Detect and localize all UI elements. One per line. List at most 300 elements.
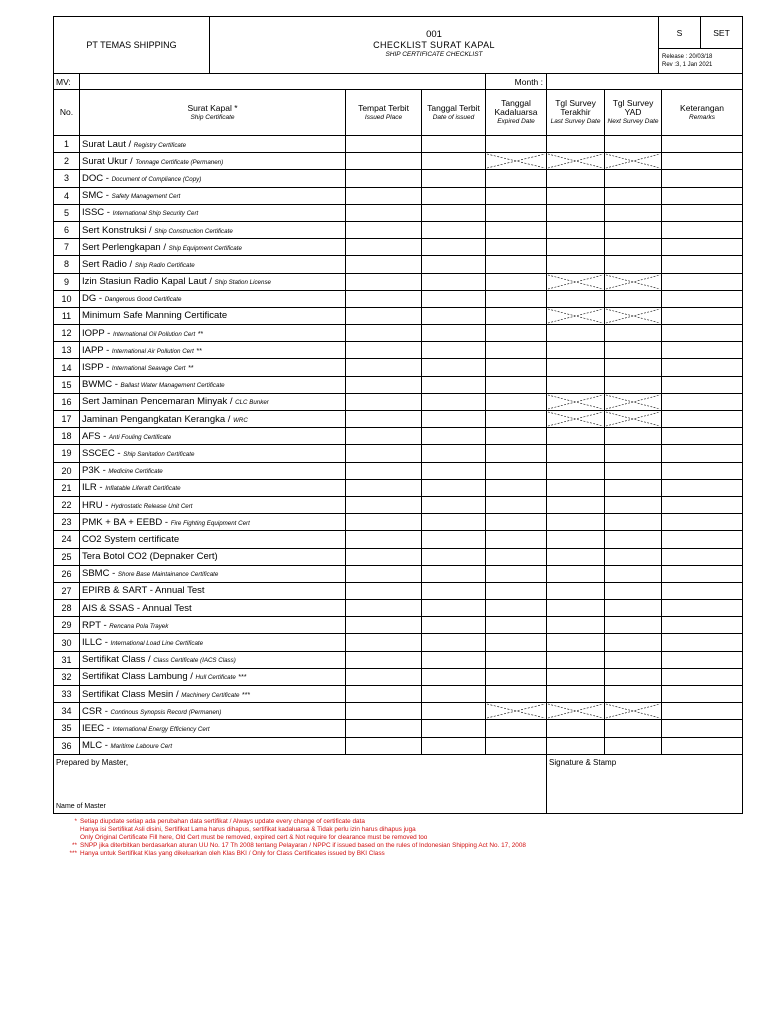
certificate-english-name: Class Certificate (IACS Class) (153, 657, 236, 665)
next-survey-cell[interactable] (605, 170, 662, 187)
expired-date-cell[interactable] (486, 496, 547, 513)
issued-place-cell[interactable] (346, 239, 422, 256)
next-survey-cell[interactable] (605, 737, 662, 754)
table-row (54, 136, 743, 153)
row-number: 23 (54, 514, 80, 531)
remarks-cell[interactable] (662, 187, 743, 204)
issued-date-cell[interactable] (422, 307, 486, 324)
issued-place-cell[interactable] (346, 136, 422, 153)
expired-date-cell[interactable] (486, 514, 547, 531)
issued-place-cell[interactable] (346, 204, 422, 221)
next-survey-cell[interactable] (605, 359, 662, 376)
last-survey-cell[interactable] (547, 256, 605, 273)
issued-date-cell[interactable] (422, 496, 486, 513)
issued-date-cell[interactable] (422, 548, 486, 565)
footnote-marker: *** (238, 674, 247, 682)
remarks-cell[interactable] (662, 239, 743, 256)
issued-date-cell[interactable] (422, 600, 486, 617)
remarks-cell[interactable] (662, 256, 743, 273)
last-survey-cell[interactable] (547, 600, 605, 617)
issued-place-cell[interactable] (346, 187, 422, 204)
next-survey-cell[interactable] (605, 445, 662, 462)
last-survey-cell[interactable] (547, 737, 605, 754)
issued-place-cell[interactable] (346, 531, 422, 548)
certificate-english-name: International Load Line Certificate (110, 640, 204, 648)
row-number: 25 (54, 548, 80, 565)
issued-date-cell[interactable] (422, 651, 486, 668)
expired-date-cell[interactable] (486, 686, 547, 703)
row-number: 15 (54, 376, 80, 393)
remarks-cell[interactable] (662, 582, 743, 599)
issued-place-cell[interactable] (346, 445, 422, 462)
expired-date-cell[interactable] (486, 376, 547, 393)
last-survey-cell[interactable] (547, 514, 605, 531)
issued-place-cell[interactable] (346, 376, 422, 393)
next-survey-cell[interactable] (605, 565, 662, 582)
issued-date-cell[interactable] (422, 256, 486, 273)
issued-place-cell[interactable] (346, 651, 422, 668)
expired-date-cell[interactable] (486, 359, 547, 376)
issued-date-cell[interactable] (422, 703, 486, 720)
last-survey-cell[interactable] (547, 668, 605, 685)
last-survey-cell[interactable] (547, 531, 605, 548)
last-survey-cell[interactable] (547, 462, 605, 479)
certificate-name-cell (80, 548, 346, 565)
remarks-cell[interactable] (662, 514, 743, 531)
table-row (54, 565, 743, 582)
remarks-cell[interactable] (662, 686, 743, 703)
expired-date-cell[interactable] (486, 582, 547, 599)
certificate-english-name: Anti Fouling Certificate (108, 433, 172, 441)
row-number: 28 (54, 600, 80, 617)
document-title-block (210, 17, 659, 74)
remarks-cell[interactable] (662, 273, 743, 290)
remarks-cell[interactable] (662, 393, 743, 410)
next-survey-cell[interactable] (605, 428, 662, 445)
row-number: 27 (54, 582, 80, 599)
next-survey-cell[interactable] (605, 204, 662, 221)
expired-date-cell[interactable] (486, 565, 547, 582)
table-row (54, 290, 743, 307)
last-survey-cell[interactable] (547, 634, 605, 651)
certificate-name-cell (80, 239, 346, 256)
expired-date-cell[interactable] (486, 170, 547, 187)
certificate-english-name: Continous Synopsis Record (Permanen) (110, 708, 222, 716)
row-number: 11 (54, 307, 80, 324)
remarks-cell[interactable] (662, 462, 743, 479)
expired-date-cell-not-applicable (486, 703, 547, 720)
issued-date-cell[interactable] (422, 531, 486, 548)
next-survey-cell[interactable] (605, 256, 662, 273)
table-row (54, 531, 743, 548)
issued-date-cell[interactable] (422, 136, 486, 153)
last-survey-cell[interactable] (547, 187, 605, 204)
issued-date-cell[interactable] (422, 462, 486, 479)
issued-date-cell[interactable] (422, 634, 486, 651)
remarks-cell[interactable] (662, 325, 743, 342)
next-survey-cell[interactable] (605, 325, 662, 342)
certificate-name: Sertifikat Class Mesin / (82, 688, 179, 700)
issued-place-cell[interactable] (346, 221, 422, 238)
table-row (54, 582, 743, 599)
issued-place-cell[interactable] (346, 600, 422, 617)
next-survey-cell[interactable] (605, 239, 662, 256)
row-number: 3 (54, 170, 80, 187)
certificate-name-cell (80, 393, 346, 410)
certificate-name-cell (80, 565, 346, 582)
next-survey-cell[interactable] (605, 187, 662, 204)
expired-date-cell[interactable] (486, 290, 547, 307)
mv-label: MV: (54, 74, 80, 90)
issued-date-cell[interactable] (422, 393, 486, 410)
issued-place-cell[interactable] (346, 496, 422, 513)
next-survey-cell[interactable] (605, 582, 662, 599)
remarks-cell[interactable] (662, 634, 743, 651)
expired-date-cell[interactable] (486, 239, 547, 256)
certificate-name: Sertifikat Class Lambung / (82, 671, 193, 683)
expired-date-cell[interactable] (486, 221, 547, 238)
row-number: 20 (54, 462, 80, 479)
expired-date-cell[interactable] (486, 411, 547, 428)
certificate-english-name: International Energy Efficiency Cert (112, 725, 210, 733)
remarks-cell[interactable] (662, 651, 743, 668)
remarks-cell[interactable] (662, 600, 743, 617)
issued-place-cell[interactable] (346, 634, 422, 651)
last-survey-cell[interactable] (547, 376, 605, 393)
certificate-name-cell (80, 273, 346, 290)
issued-date-cell[interactable] (422, 153, 486, 170)
remarks-cell[interactable] (662, 720, 743, 737)
last-survey-cell[interactable] (547, 428, 605, 445)
issued-place-cell[interactable] (346, 565, 422, 582)
remarks-cell[interactable] (662, 359, 743, 376)
col-tempat-label: Tempat Terbit (358, 102, 409, 113)
table-row (54, 445, 743, 462)
next-survey-cell[interactable] (605, 600, 662, 617)
expired-date-cell[interactable] (486, 720, 547, 737)
expired-date-cell[interactable] (486, 462, 547, 479)
issued-place-cell[interactable] (346, 170, 422, 187)
month-field[interactable] (547, 74, 743, 90)
next-survey-cell[interactable] (605, 136, 662, 153)
last-survey-cell-not-applicable (547, 273, 605, 290)
issued-date-cell[interactable] (422, 170, 486, 187)
release-info (659, 49, 743, 74)
row-number: 19 (54, 445, 80, 462)
row-number: 5 (54, 204, 80, 221)
col-terakhir-en: Last Survey Date (550, 118, 601, 125)
next-survey-cell[interactable] (605, 479, 662, 496)
month-label: Month : (486, 74, 547, 90)
last-survey-cell[interactable] (547, 565, 605, 582)
issued-date-cell[interactable] (422, 428, 486, 445)
footnote-line (64, 850, 744, 858)
certificate-english-name: Ballast Water Management Certificate (120, 382, 225, 390)
next-survey-cell[interactable] (605, 221, 662, 238)
last-survey-cell[interactable] (547, 720, 605, 737)
expired-date-cell[interactable] (486, 187, 547, 204)
certificate-english-name: Ship Radio Certificate (134, 261, 195, 269)
issued-date-cell[interactable] (422, 376, 486, 393)
next-survey-cell[interactable] (605, 376, 662, 393)
issued-place-cell[interactable] (346, 359, 422, 376)
issued-place-cell[interactable] (346, 256, 422, 273)
next-survey-cell[interactable] (605, 531, 662, 548)
remarks-cell[interactable] (662, 668, 743, 685)
expired-date-cell[interactable] (486, 256, 547, 273)
expired-date-cell[interactable] (486, 428, 547, 445)
expired-date-cell[interactable] (486, 600, 547, 617)
issued-place-cell[interactable] (346, 703, 422, 720)
next-survey-cell[interactable] (605, 342, 662, 359)
expired-date-cell[interactable] (486, 617, 547, 634)
last-survey-cell[interactable] (547, 342, 605, 359)
issued-date-cell[interactable] (422, 342, 486, 359)
col-survey-terakhir (547, 90, 605, 136)
signature-cell[interactable] (547, 754, 743, 813)
issued-place-cell[interactable] (346, 686, 422, 703)
row-number: 13 (54, 342, 80, 359)
remarks-cell[interactable] (662, 496, 743, 513)
remarks-cell[interactable] (662, 136, 743, 153)
certificate-english-name: Hydrostatic Release Unit Cert (111, 502, 193, 510)
certificate-name-cell (80, 686, 346, 703)
next-survey-cell[interactable] (605, 686, 662, 703)
remarks-cell[interactable] (662, 204, 743, 221)
last-survey-cell[interactable] (547, 617, 605, 634)
issued-date-cell[interactable] (422, 737, 486, 754)
last-survey-cell[interactable] (547, 325, 605, 342)
issued-place-cell[interactable] (346, 514, 422, 531)
remarks-cell[interactable] (662, 411, 743, 428)
issued-place-cell[interactable] (346, 153, 422, 170)
issued-place-cell[interactable] (346, 737, 422, 754)
issued-date-cell[interactable] (422, 359, 486, 376)
issued-date-cell[interactable] (422, 187, 486, 204)
last-survey-cell[interactable] (547, 582, 605, 599)
certificate-name: Jaminan Pengangkatan Kerangka / (82, 413, 231, 425)
certificate-name: P3K - (82, 465, 106, 477)
table-row (54, 496, 743, 513)
issued-date-cell[interactable] (422, 514, 486, 531)
issued-date-cell[interactable] (422, 411, 486, 428)
issued-date-cell[interactable] (422, 445, 486, 462)
next-survey-cell[interactable] (605, 634, 662, 651)
next-survey-cell[interactable] (605, 462, 662, 479)
expired-date-cell[interactable] (486, 651, 547, 668)
issued-place-cell[interactable] (346, 462, 422, 479)
row-number: 1 (54, 136, 80, 153)
issued-date-cell[interactable] (422, 221, 486, 238)
remarks-cell[interactable] (662, 479, 743, 496)
remarks-cell[interactable] (662, 342, 743, 359)
expired-date-cell[interactable] (486, 136, 547, 153)
issued-place-cell[interactable] (346, 273, 422, 290)
issued-place-cell[interactable] (346, 342, 422, 359)
expired-date-cell[interactable] (486, 479, 547, 496)
last-survey-cell[interactable] (547, 221, 605, 238)
next-survey-cell[interactable] (605, 514, 662, 531)
last-survey-cell[interactable] (547, 170, 605, 187)
issued-place-cell[interactable] (346, 307, 422, 324)
issued-date-cell[interactable] (422, 325, 486, 342)
issued-date-cell[interactable] (422, 290, 486, 307)
certificate-english-name: International Oil Pollution Cert (112, 330, 196, 338)
certificate-name: RPT - (82, 619, 107, 631)
last-survey-cell[interactable] (547, 445, 605, 462)
expired-date-cell[interactable] (486, 531, 547, 548)
certificate-english-name: Inflatable Liferaft Certificate (105, 485, 181, 493)
expired-date-cell[interactable] (486, 307, 547, 324)
certificate-english-name: CLC Bunker (235, 399, 269, 407)
certificate-name: Izin Stasiun Radio Kapal Laut / (82, 276, 212, 288)
col-tempat-terbit (346, 90, 422, 136)
last-survey-cell[interactable] (547, 359, 605, 376)
certificate-english-name: Ship Construction Certificate (154, 227, 233, 235)
next-survey-cell[interactable] (605, 617, 662, 634)
certificate-english-name: International Air Pollution Cert (111, 347, 194, 355)
issued-date-cell[interactable] (422, 686, 486, 703)
last-survey-cell[interactable] (547, 479, 605, 496)
remarks-cell[interactable] (662, 290, 743, 307)
certificate-name-cell (80, 720, 346, 737)
expired-date-cell[interactable] (486, 668, 547, 685)
remarks-cell[interactable] (662, 307, 743, 324)
footnote-marker: *** (242, 691, 251, 699)
expired-date-cell[interactable] (486, 548, 547, 565)
expired-date-cell[interactable] (486, 737, 547, 754)
last-survey-cell[interactable] (547, 651, 605, 668)
last-survey-cell[interactable] (547, 548, 605, 565)
certificate-name-cell (80, 479, 346, 496)
expired-date-cell[interactable] (486, 273, 547, 290)
issued-place-cell[interactable] (346, 582, 422, 599)
expired-date-cell[interactable] (486, 325, 547, 342)
next-survey-cell-not-applicable (605, 153, 662, 170)
issued-date-cell[interactable] (422, 668, 486, 685)
issued-place-cell[interactable] (346, 393, 422, 410)
col-no: No. (54, 90, 80, 136)
remarks-cell[interactable] (662, 170, 743, 187)
next-survey-cell[interactable] (605, 548, 662, 565)
certificate-english-name: Machinery Certificate (181, 691, 240, 699)
table-row (54, 686, 743, 703)
issued-place-cell[interactable] (346, 617, 422, 634)
issued-date-cell[interactable] (422, 479, 486, 496)
certificate-english-name: Fire Fighting Equipment Cert (170, 519, 250, 527)
row-number: 4 (54, 187, 80, 204)
last-survey-cell-not-applicable (547, 393, 605, 410)
next-survey-cell[interactable] (605, 720, 662, 737)
certificate-name-cell (80, 187, 346, 204)
expired-date-cell[interactable] (486, 634, 547, 651)
col-keterangan-label: Keterangan (680, 102, 724, 113)
footnotes (64, 818, 744, 858)
expired-date-cell[interactable] (486, 393, 547, 410)
remarks-cell[interactable] (662, 531, 743, 548)
issued-date-cell[interactable] (422, 565, 486, 582)
certificate-name-cell (80, 342, 346, 359)
next-survey-cell[interactable] (605, 668, 662, 685)
certificate-english-name: Medicine Certificate (108, 468, 163, 476)
issued-place-cell[interactable] (346, 428, 422, 445)
issued-date-cell[interactable] (422, 239, 486, 256)
certificate-name-cell (80, 617, 346, 634)
issued-place-cell[interactable] (346, 720, 422, 737)
issued-place-cell[interactable] (346, 668, 422, 685)
expired-date-cell[interactable] (486, 342, 547, 359)
row-number: 33 (54, 686, 80, 703)
certificate-name-cell (80, 376, 346, 393)
issued-date-cell[interactable] (422, 617, 486, 634)
remarks-cell[interactable] (662, 376, 743, 393)
remarks-cell[interactable] (662, 428, 743, 445)
expired-date-cell[interactable] (486, 204, 547, 221)
last-survey-cell[interactable] (547, 290, 605, 307)
certificate-english-name: Ship Equipment Certificate (168, 244, 242, 252)
certificate-name-cell (80, 737, 346, 754)
table-row (54, 514, 743, 531)
certificate-english-name: International Seavage Cert (111, 365, 186, 373)
certificate-name-cell (80, 325, 346, 342)
issued-date-cell[interactable] (422, 273, 486, 290)
expired-date-cell[interactable] (486, 445, 547, 462)
col-terakhir-label: Tgl Survey Terakhir (555, 98, 596, 117)
table-row (54, 703, 743, 720)
issued-place-cell[interactable] (346, 290, 422, 307)
footnote-mark: *** (69, 850, 77, 857)
table-row (54, 720, 743, 737)
col-keterangan-en: Remarks (689, 113, 716, 121)
last-survey-cell[interactable] (547, 686, 605, 703)
last-survey-cell[interactable] (547, 136, 605, 153)
issued-place-cell[interactable] (346, 411, 422, 428)
certificate-name: DG - (82, 293, 103, 305)
certificate-name-cell (80, 359, 346, 376)
certificate-name: Surat Ukur / (82, 155, 133, 167)
row-number: 10 (54, 290, 80, 307)
remarks-cell[interactable] (662, 737, 743, 754)
last-survey-cell[interactable] (547, 204, 605, 221)
table-row (54, 600, 743, 617)
last-survey-cell[interactable] (547, 496, 605, 513)
remarks-cell[interactable] (662, 548, 743, 565)
page-title: CHECKLIST SURAT KAPAL (373, 40, 495, 50)
issued-date-cell[interactable] (422, 582, 486, 599)
remarks-cell[interactable] (662, 221, 743, 238)
issued-place-cell[interactable] (346, 479, 422, 496)
next-survey-cell[interactable] (605, 651, 662, 668)
certificate-name: IAPP - (82, 344, 110, 356)
next-survey-cell[interactable] (605, 290, 662, 307)
remarks-cell[interactable] (662, 153, 743, 170)
issued-place-cell[interactable] (346, 548, 422, 565)
remarks-cell[interactable] (662, 445, 743, 462)
issued-place-cell[interactable] (346, 325, 422, 342)
remarks-cell[interactable] (662, 617, 743, 634)
last-survey-cell[interactable] (547, 239, 605, 256)
issued-date-cell[interactable] (422, 204, 486, 221)
row-number: 17 (54, 411, 80, 428)
certificate-name-cell (80, 153, 346, 170)
next-survey-cell[interactable] (605, 496, 662, 513)
table-row (54, 737, 743, 754)
remarks-cell[interactable] (662, 565, 743, 582)
remarks-cell[interactable] (662, 703, 743, 720)
certificate-english-name: Document of Compliance (Copy) (111, 175, 202, 183)
issued-date-cell[interactable] (422, 720, 486, 737)
mv-field[interactable] (80, 74, 486, 90)
